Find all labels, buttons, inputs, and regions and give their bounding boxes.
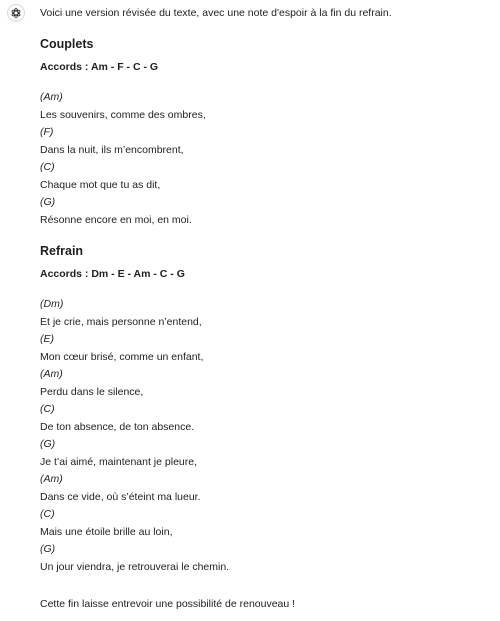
chord-label: (F) bbox=[40, 126, 54, 138]
chord-label: (E) bbox=[40, 333, 54, 345]
chord-label: (G) bbox=[40, 196, 56, 208]
assistant-avatar bbox=[7, 4, 25, 22]
couplets-chords: Accords : Am - F - C - G bbox=[40, 61, 159, 73]
refrain-heading: Refrain bbox=[40, 244, 84, 258]
openai-logo-icon bbox=[10, 7, 22, 19]
lyric-line: Je t’ai aimé, maintenant je pleure, bbox=[40, 455, 198, 468]
message-outro: Cette fin laisse entrevoir une possibilité de renouveau ! bbox=[40, 598, 296, 610]
lyric-line: Dans ce vide, où s’éteint ma lueur. bbox=[40, 490, 201, 503]
refrain-lines bbox=[40, 296, 229, 576]
chord-label: (Dm) bbox=[40, 298, 64, 310]
lyric-line: Les souvenirs, comme des ombres, bbox=[40, 108, 206, 121]
chord-label: (Am) bbox=[40, 91, 63, 103]
lyric-line: Résonne encore en moi, en moi. bbox=[40, 213, 192, 226]
chord-label: (C) bbox=[40, 508, 55, 520]
lyric-line: Et je crie, mais personne n’entend, bbox=[40, 315, 202, 328]
chord-label: (C) bbox=[40, 161, 55, 173]
lyric-line: De ton absence, de ton absence. bbox=[40, 420, 195, 433]
lyric-line: Perdu dans le silence, bbox=[40, 385, 144, 398]
couplets-heading: Couplets bbox=[40, 37, 94, 51]
chord-label: (G) bbox=[40, 438, 56, 450]
lyric-line: Dans la nuit, ils m’encombrent, bbox=[40, 143, 184, 156]
lyric-line: Un jour viendra, je retrouverai le chemin. bbox=[40, 560, 230, 573]
chord-label: (Am) bbox=[40, 473, 63, 485]
couplets-lines bbox=[40, 89, 206, 229]
lyric-line: Mais une étoile brille au loin, bbox=[40, 525, 173, 538]
chord-label: (G) bbox=[40, 543, 56, 555]
lyric-line: Mon cœur brisé, comme un enfant, bbox=[40, 350, 204, 363]
refrain-chords: Accords : Dm - E - Am - C - G bbox=[40, 268, 185, 280]
chord-label: (Am) bbox=[40, 368, 63, 380]
lyric-line: Chaque mot que tu as dit, bbox=[40, 178, 161, 191]
chord-label: (C) bbox=[40, 403, 55, 415]
message-intro: Voici une version révisée du texte, avec une note d'espoir à la fin du refrain. bbox=[40, 7, 392, 19]
